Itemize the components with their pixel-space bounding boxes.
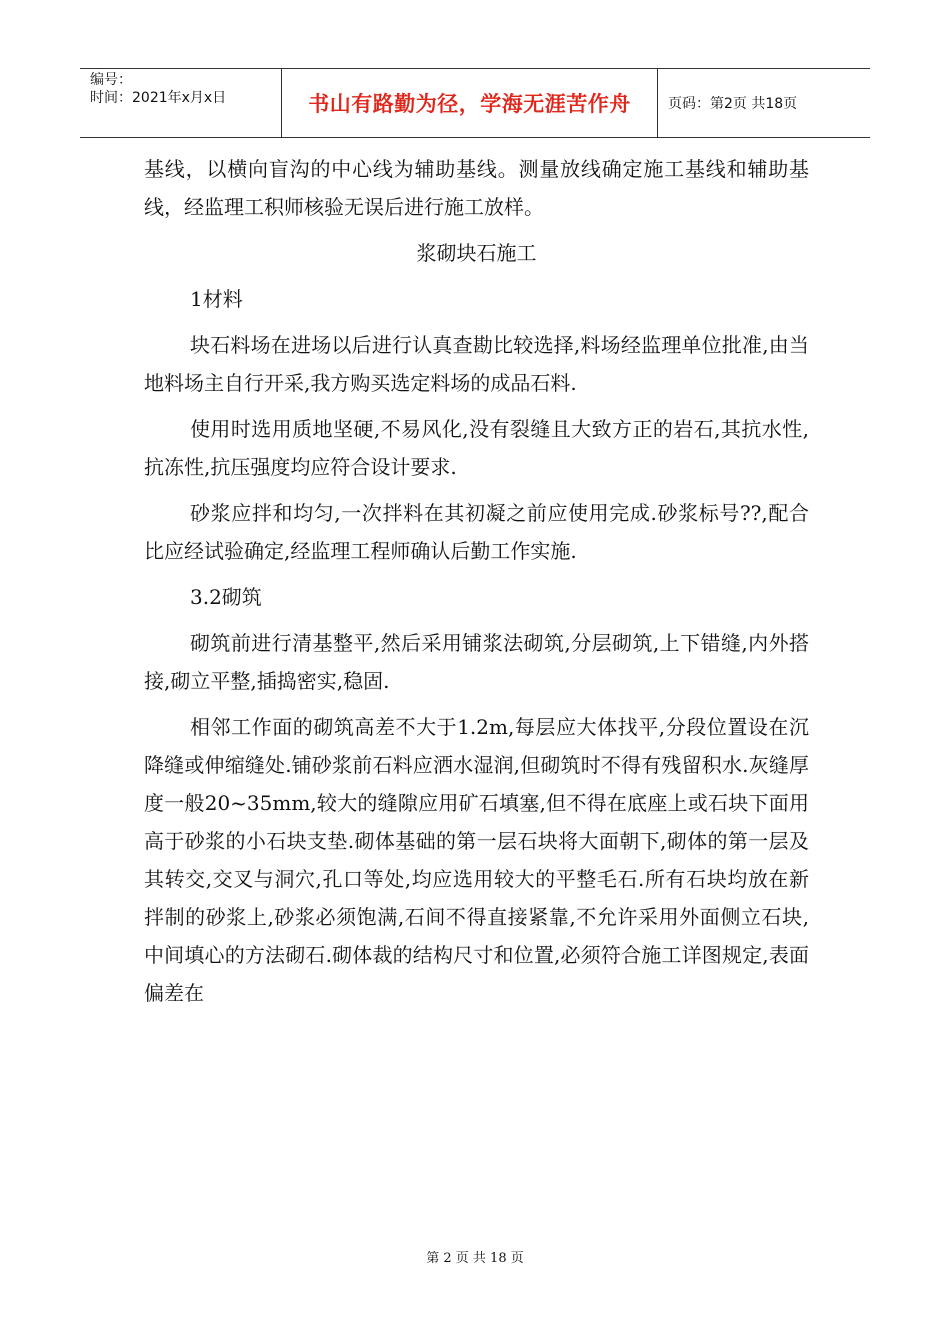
header-motto: 书山有路勤为径，学海无涯苦作舟	[308, 92, 631, 116]
section-heading: 浆砌块石施工	[416, 241, 537, 265]
header-motto-cell	[282, 69, 658, 137]
document-time: 时间：2021年x月x日	[90, 90, 227, 106]
subsection-heading: 3.2砌筑	[190, 585, 262, 609]
header-page-info-cell	[658, 69, 870, 137]
document-number-label: 编号：	[90, 72, 132, 88]
header-meta	[80, 69, 282, 137]
subsection-heading: 1材料	[190, 287, 243, 311]
body-paragraph: 块石料场在进场以后进行认真查勘比较选择,料场经监理单位批准,由当地料场主自行开采,我方购买选定料场的成品石料.	[144, 333, 809, 395]
body-paragraph: 使用时选用质地坚硬,不易风化,没有裂缝且大致方正的岩石,其抗水性,抗冻性,抗压强度均应符合设计要求.	[144, 417, 809, 479]
page-footer: 第 2 页 共 18 页	[426, 1251, 524, 1266]
document-body	[144, 150, 809, 1020]
body-paragraph: 砌筑前进行清基整平,然后采用铺浆法砌筑,分层砌筑,上下错缝,内外搭接,砌立平整,插捣密实,稳固.	[144, 631, 809, 693]
body-paragraph: 砂浆应拌和均匀,一次拌料在其初凝之前应使用完成.砂浆标号??,配合比应经试验确定,经监理工程师确认后勤工作实施.	[144, 501, 809, 563]
header-page-info: 页码：第2页 共18页	[668, 96, 798, 112]
page-header	[80, 68, 870, 138]
body-paragraph: 基线，以横向盲沟的中心线为辅助基线。测量放线确定施工基线和辅助基线，经监理工积师核验无误后进行施工放样。	[144, 157, 809, 219]
body-paragraph: 相邻工作面的砌筑高差不大于1.2m,每层应大体找平,分段位置设在沉降缝或伸缩缝处.铺砂浆前石料应洒水湿润,但砌筑时不得有残留积水.灰缝厚度一般20~35mm,较大的缝隙应用矿石填塞,但不得在底座上或石块下面用高于砂浆的小石块支垫.砌体基础的第一层石块将大面朝下,砌体的第一层及其转交,交叉与洞穴,孔口等处,均应选用较大的平整毛石.所有石块均放在新拌制的砂浆上,砂浆必须饱满,石间不得直接紧靠,不允许采用外面侧立石块,中间填心的方法砌石.砌体裁的结构尺寸和位置,必须符合施工详图规定,表面偏差在	[144, 715, 809, 1005]
